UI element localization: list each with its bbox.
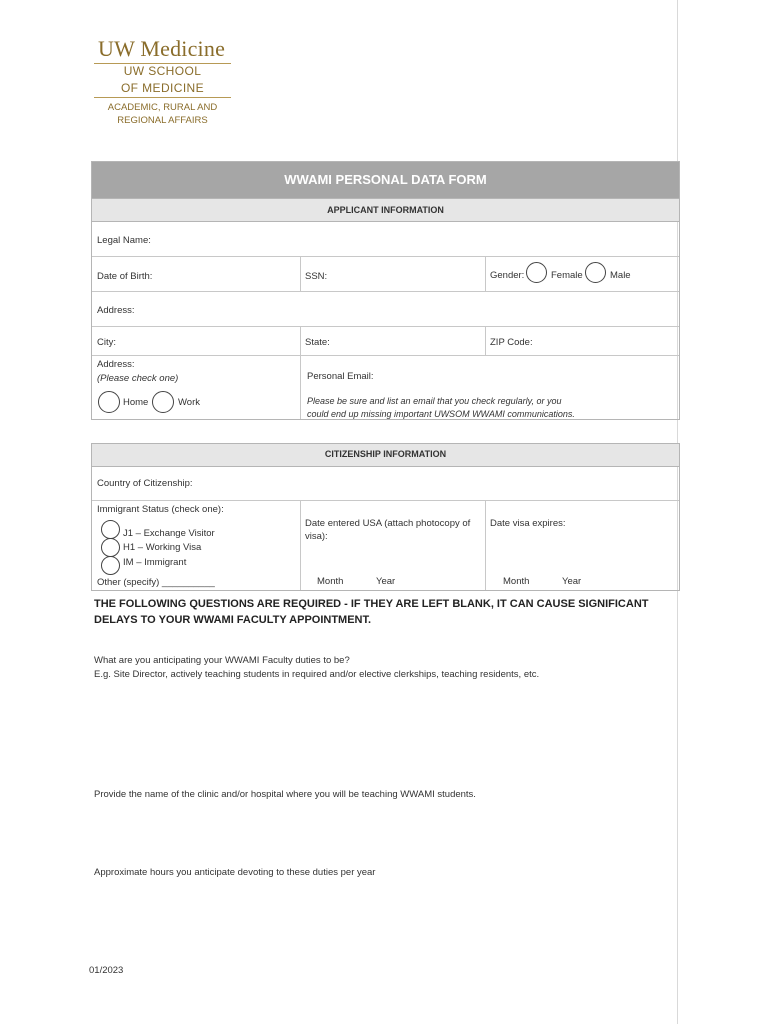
legal-name-field[interactable]: Legal Name:	[97, 235, 151, 246]
h1-radio[interactable]	[101, 538, 120, 557]
work-label: Work	[178, 397, 200, 408]
check-one-hint: (Please check one)	[97, 373, 179, 384]
email-note-line1: Please be sure and list an email that you check regularly, or you	[307, 396, 562, 406]
ssn-field[interactable]: SSN:	[305, 271, 328, 282]
date-entered-label-line2: visa):	[305, 531, 328, 542]
applicant-section-header: APPLICANT INFORMATION	[92, 198, 679, 222]
col-divider	[300, 500, 301, 590]
email-note-line2: could end up missing important UWSOM WWAMI communications.	[307, 409, 575, 419]
visa-expires-month[interactable]: Month	[503, 576, 530, 587]
required-notice-line2: DELAYS TO YOUR WWAMI FACULTY APPOINTMENT.	[94, 614, 372, 626]
im-label: IM – Immigrant	[123, 557, 187, 568]
male-label: Male	[610, 270, 631, 281]
logo-dept-line1: ACADEMIC, RURAL AND	[107, 102, 218, 113]
logo-divider-bottom	[94, 97, 231, 98]
h1-label: H1 – Working Visa	[123, 542, 202, 553]
col-divider	[485, 326, 486, 355]
required-notice	[94, 596, 654, 628]
form-title: WWAMI PERSONAL DATA FORM	[92, 162, 679, 198]
address-type-label: Address:	[97, 359, 135, 370]
logo-school-line1: UW SCHOOL	[123, 64, 202, 78]
logo-school-line2: OF MEDICINE	[120, 81, 205, 95]
female-label: Female	[551, 270, 583, 281]
j1-radio[interactable]	[101, 520, 120, 539]
date-entered-month[interactable]: Month	[317, 576, 344, 587]
home-radio[interactable]	[98, 391, 120, 413]
date-entered-label-line1: Date entered USA (attach photocopy of	[305, 518, 471, 529]
visa-expires-label: Date visa expires:	[490, 518, 566, 529]
hours-question: Approximate hours you anticipate devoting to these duties per year	[94, 867, 376, 878]
address-field[interactable]: Address:	[97, 305, 135, 316]
row-divider	[92, 355, 679, 356]
row-divider	[92, 291, 679, 292]
j1-label: J1 – Exchange Visitor	[123, 528, 215, 539]
col-divider	[485, 256, 486, 291]
row-divider	[92, 326, 679, 327]
col-divider	[300, 256, 301, 291]
state-field[interactable]: State:	[305, 337, 330, 348]
date-entered-year[interactable]: Year	[376, 576, 396, 587]
country-field[interactable]: Country of Citizenship:	[97, 478, 193, 489]
duties-question: What are you anticipating your WWAMI Faculty duties to be?	[94, 655, 350, 666]
male-radio[interactable]	[585, 262, 606, 283]
home-label: Home	[123, 397, 149, 408]
dob-field[interactable]: Date of Birth:	[97, 271, 153, 282]
logo-dept-line2: REGIONAL AFFAIRS	[117, 115, 208, 126]
im-radio[interactable]	[101, 556, 120, 575]
logo-brand: UW Medicine	[98, 36, 226, 61]
required-notice-line1: THE FOLLOWING QUESTIONS ARE REQUIRED - IF THEY ARE LEFT BLANK, IT CAN CAUSE SIGNIFICANT	[94, 598, 649, 610]
duties-example: E.g. Site Director, actively teaching students in required and/or elective clerkships, teaching residents, etc.	[94, 669, 540, 680]
zip-field[interactable]: ZIP Code:	[490, 337, 533, 348]
row-divider	[92, 256, 679, 257]
city-field[interactable]: City:	[97, 337, 116, 348]
female-radio[interactable]	[526, 262, 547, 283]
clinic-question: Provide the name of the clinic and/or hospital where you will be teaching WWAMI students.	[94, 789, 476, 800]
footer-date: 01/2023	[89, 965, 124, 976]
row-divider	[92, 500, 679, 501]
other-specify-field[interactable]: Other (specify) __________	[97, 577, 215, 588]
col-divider	[300, 326, 301, 419]
personal-email-field[interactable]: Personal Email:	[307, 371, 374, 382]
work-radio[interactable]	[152, 391, 174, 413]
citizenship-section-header: CITIZENSHIP INFORMATION	[92, 444, 679, 467]
visa-expires-year[interactable]: Year	[562, 576, 582, 587]
col-divider	[485, 500, 486, 590]
immigrant-status-label: Immigrant Status (check one):	[97, 504, 224, 515]
gender-label: Gender:	[490, 270, 525, 281]
